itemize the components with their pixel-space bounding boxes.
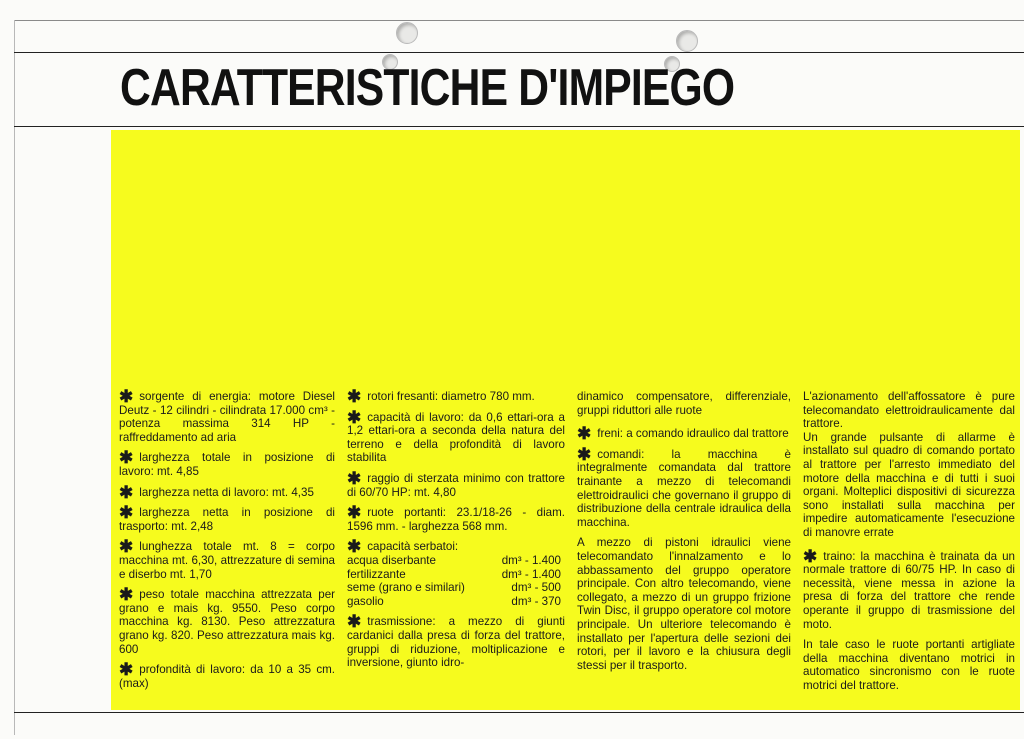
spec-text: ruote portanti: 23.1/18-26 - diam. 1596 mm. - larghezza 568 mm.	[347, 506, 565, 533]
spec-text: trasmissione: a mezzo di giunti cardanici dalla presa di forza del trattore, gruppi di riduzione, moltiplicazione e inversione, giunto idro-	[347, 615, 565, 670]
asterisk-icon: ✱	[347, 612, 362, 632]
asterisk-icon: ✱	[803, 546, 818, 566]
asterisk-icon: ✱	[119, 585, 134, 605]
column-1	[119, 387, 335, 697]
spec-text: freni: a comando idraulico dal trattore	[597, 427, 789, 441]
tank-row	[347, 581, 565, 595]
spec-text: rotori fresanti: diametro 780 mm.	[367, 390, 535, 403]
body-paragraph: Un grande pulsante di allarme è installato sul quadro di comando portato al trattore per l'arresto immediato del motore della macchina e di tutti i suoi organi. Molteplici dispositivi di sicurezza sono installati sulla macchina per impedire automaticamente l'esecuzione di manovre errate	[803, 430, 1015, 539]
spec-text: profondità di lavoro: da 10 a 35 cm. (max)	[119, 663, 335, 690]
tank-value: dm³ - 370	[511, 594, 561, 608]
tank-value: dm³ - 1.400	[501, 553, 561, 567]
tank-row	[347, 595, 565, 609]
spec-item	[119, 482, 335, 502]
header-rule-bottom	[14, 126, 1024, 127]
spec-item	[803, 546, 1015, 632]
tank-value: dm³ - 500	[511, 581, 561, 595]
asterisk-icon: ✱	[119, 482, 134, 502]
spec-text: lunghezza totale mt. 8 = corpo macchina mt. 6,30, attrezzature di semina e diserbo mt. 1,70	[119, 540, 335, 581]
asterisk-icon: ✱	[347, 537, 362, 557]
continuation-text: dinamico compensatore, differenziale, gruppi riduttori alle ruote	[577, 390, 791, 417]
yellow-content-panel	[111, 130, 1020, 710]
spec-text: raggio di sterzata minimo con trattore di 60/70 HP: mt. 4,80	[347, 471, 565, 499]
spec-item	[119, 660, 335, 690]
spec-item	[119, 448, 335, 478]
tank-value: dm³ - 1.400	[501, 567, 561, 581]
tank-row	[347, 554, 565, 568]
spec-item	[577, 444, 791, 530]
asterisk-icon: ✱	[577, 444, 592, 464]
spec-item	[119, 387, 335, 444]
spec-text: sorgente di energia: motore Diesel Deutz - 12 cilindri - cilindrata 17.000 cm³ - potenza massima 314 HP - raffreddamento ad aria	[119, 390, 335, 444]
body-paragraph: A mezzo di pistoni idraulici viene telecomandato l'innalzamento e lo abbassamento del gruppo operatore principale. Con altro telecomando, viene collegato, a mezzo di un gruppo frizione Twin Disc, il gruppo operatore col motore principale. Un ulteriore telecomando è installato per l'apertura delle sezioni dei rotori, per il lavoro e la chiusura degli stessi per il trasporto.	[577, 536, 791, 672]
spec-item	[347, 537, 565, 608]
page-title: CARATTERISTICHE D'IMPIEGO	[120, 59, 735, 117]
spec-text: traino: la macchina è trainata da un normale trattore di 60/75 HP. In caso di necessità, viene messa in azione la presa di forza del trattore che rende operante il gruppo di trasmissione del moto.	[803, 549, 1015, 631]
asterisk-icon: ✱	[119, 503, 134, 523]
spec-text: larghezza netta in posizione di trasporto: mt. 2,48	[119, 506, 335, 533]
spec-text: capacità di lavoro: da 0,6 ettari-ora a 1,2 ettari-ora a seconda della natura del terreno e della profondità di lavoro stabilita	[347, 410, 565, 465]
column-4	[803, 390, 1015, 692]
spec-item	[347, 612, 565, 670]
spec-item	[119, 537, 335, 581]
page-left-edge	[14, 20, 15, 735]
spec-item	[347, 468, 565, 499]
spec-text: larghezza totale in posizione di lavoro: mt. 4,85	[119, 451, 335, 478]
asterisk-icon: ✱	[119, 387, 134, 406]
asterisk-icon: ✱	[347, 387, 362, 406]
spec-item	[577, 424, 791, 444]
tank-name: gasolio	[347, 594, 384, 608]
tank-name: fertilizzante	[347, 567, 406, 581]
binder-hole-icon	[676, 30, 698, 52]
asterisk-icon: ✱	[347, 468, 362, 488]
asterisk-icon: ✱	[119, 448, 134, 468]
header-rule-top	[14, 52, 1024, 53]
column-3	[577, 390, 791, 672]
asterisk-icon: ✱	[347, 503, 362, 523]
asterisk-icon: ✱	[119, 660, 134, 680]
spec-text: comandi: la macchina è integralmente comandata dal trattore trainante a mezzo di telecomandi elettroidraulici che governano il gruppo di distribuzione della centrale idraulica della macchina.	[577, 447, 791, 529]
asterisk-icon: ✱	[577, 424, 592, 444]
asterisk-icon: ✱	[347, 407, 362, 427]
column-2	[347, 387, 565, 677]
spec-item	[347, 407, 565, 465]
spec-item	[347, 503, 565, 533]
spec-text: larghezza netta di lavoro: mt. 4,35	[139, 485, 314, 499]
page-top-edge	[14, 20, 1024, 21]
spec-text: capacità serbatoi:	[367, 540, 459, 554]
spec-item	[119, 585, 335, 656]
body-paragraph: In tale caso le ruote portanti artigliate della macchina diventano motrici in automatico sincronismo con le ruote motrici del trattore.	[803, 638, 1015, 692]
body-paragraph: L'azionamento dell'affossatore è pure telecomandato elettroidraulicamente dal trattore.	[803, 390, 1015, 431]
footer-rule	[14, 712, 1024, 713]
binder-hole-icon	[396, 22, 418, 44]
tank-row	[347, 568, 565, 582]
tank-name: seme (grano e similari)	[347, 581, 465, 595]
asterisk-icon: ✱	[119, 537, 134, 557]
spec-text: peso totale macchina attrezzata per grano e mais kg. 9550. Peso corpo macchina kg. 8130. Peso attrezzatura grano kg. 820. Peso attrezzatura mais kg. 600	[119, 588, 335, 656]
spec-item	[119, 503, 335, 533]
tank-name: acqua diserbante	[347, 553, 436, 567]
spec-item	[347, 387, 565, 406]
